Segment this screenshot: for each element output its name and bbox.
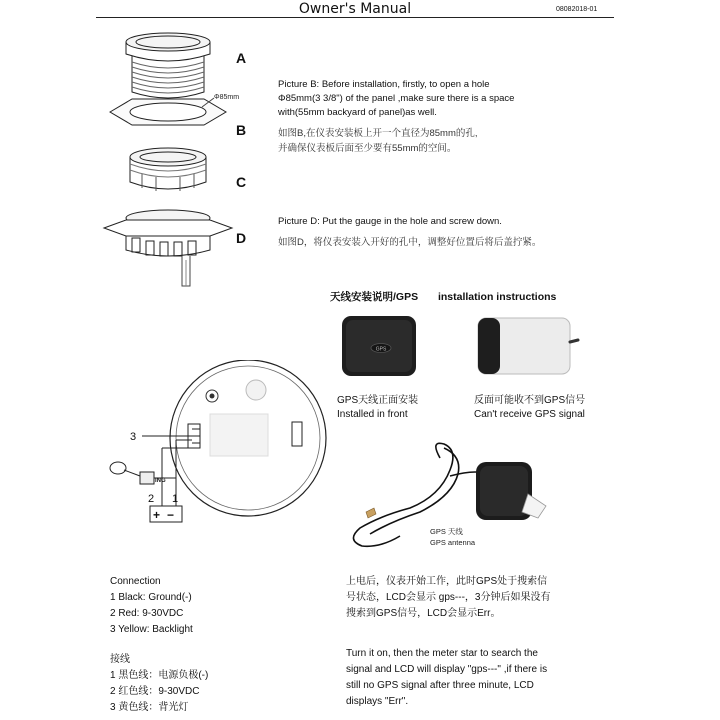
battery-plus: + — [153, 508, 161, 522]
gps-antenna-cn: GPS 天线 — [430, 527, 463, 536]
header-rule — [96, 17, 614, 18]
gps-front-en: Installed in front — [337, 409, 408, 420]
step-letter-c: C — [236, 174, 247, 190]
part-c-nut-illustration — [130, 148, 206, 191]
wire-label-3: 3 — [130, 431, 137, 443]
wire-label-1: 1 — [172, 493, 179, 505]
operation-en-line-2: signal and LCD will display "gps---" ,if there is — [346, 664, 548, 675]
hole-diameter-label: Φ85mm — [214, 94, 240, 101]
gps-antenna-caption — [430, 526, 475, 548]
operation-en — [346, 646, 547, 710]
picture-d-instructions — [278, 215, 541, 250]
operation-cn — [346, 574, 550, 622]
picture-b-line-3: with(55mm backyard of panel)as well. — [278, 107, 437, 118]
operation-en-line-4: displays "Err". — [346, 696, 409, 707]
part-b-panel-illustration — [110, 94, 239, 125]
connection-item-1: 1 Black: Ground(-) — [110, 592, 192, 603]
picture-d-cn-line: 如图D，将仪表安装入开好的孔中，调整好位置后将后盖拧紧。 — [278, 237, 542, 248]
connection-item-3: 3 Yellow: Backlight — [110, 624, 193, 635]
picture-b-cn-line-2: 并确保仪表板后面至少要有55mm的空间。 — [278, 143, 457, 154]
connection-cn-section — [110, 652, 208, 716]
operation-cn-line-1: 上电后，仪表开始工作，此时GPS处于搜索信 — [346, 576, 548, 587]
picture-b-instructions — [278, 78, 514, 156]
operation-cn-line-2: 号状态，LCD会显示 gps---，3分钟后如果没有 — [346, 592, 551, 603]
connection-cn-item-1: 1 黑色线：电源负极(-) — [110, 670, 209, 681]
document-title: Owner's Manual — [298, 1, 412, 17]
picture-b-line-2: Φ85mm(3 3/8") of the panel ,make sure there is a space — [278, 93, 515, 104]
gps-logo-text: GPS — [375, 346, 387, 353]
gps-antenna-front-photo — [338, 312, 420, 382]
connection-item-2: 2 Red: 9-30VDC — [110, 608, 184, 619]
picture-b-line-1: Picture B: Before installation, firstly, to open a hole — [278, 79, 490, 90]
gps-back-cn: 反面可能收不到GPS信号 — [474, 395, 586, 406]
step-letter-a: A — [236, 50, 247, 66]
part-d-assembled-illustration — [104, 210, 232, 286]
gps-section-title — [330, 291, 556, 304]
connection-cn-item-2: 2 红色线：9-30VDC — [110, 686, 200, 697]
gps-antenna-back-photo — [474, 312, 580, 382]
document-code: 08082018-01 — [556, 6, 598, 13]
operation-cn-line-3: 搜索到GPS信号，LCD会显示Err。 — [346, 608, 501, 619]
gps-back-caption — [474, 394, 585, 422]
connection-cn-item-3: 3 黄色线：背光灯 — [110, 702, 189, 713]
gps-antenna-en: GPS antenna — [430, 538, 476, 547]
ign-label: ING — [155, 478, 166, 484]
connection-title: Connection — [110, 576, 161, 587]
operation-en-line-1: Turn it on, then the meter star to search the — [346, 648, 538, 659]
wiring-diagram — [100, 360, 340, 540]
operation-en-line-3: still no GPS signal after three minute, LCD — [346, 680, 534, 691]
gps-back-en: Can't receive GPS signal — [474, 409, 585, 420]
picture-b-cn-line-1: 如图B,在仪表安装板上开一个直径为85mm的孔, — [278, 128, 478, 139]
step-letter-d: D — [236, 230, 247, 246]
part-a-bezel-illustration — [126, 33, 210, 98]
connection-cn-title: 接线 — [110, 654, 130, 665]
gps-title-en: installation instructions — [437, 291, 557, 303]
battery-minus: − — [167, 508, 175, 522]
gps-front-cn: GPS天线正面安装 — [337, 395, 419, 406]
gps-title-cn: 天线安装说明/GPS — [330, 291, 419, 303]
picture-d-line: Picture D: Put the gauge in the hole and screw down. — [278, 216, 502, 227]
connection-section — [110, 574, 193, 638]
wire-label-2: 2 — [148, 493, 155, 505]
step-letter-b: B — [236, 122, 247, 138]
gps-front-caption — [337, 394, 418, 422]
